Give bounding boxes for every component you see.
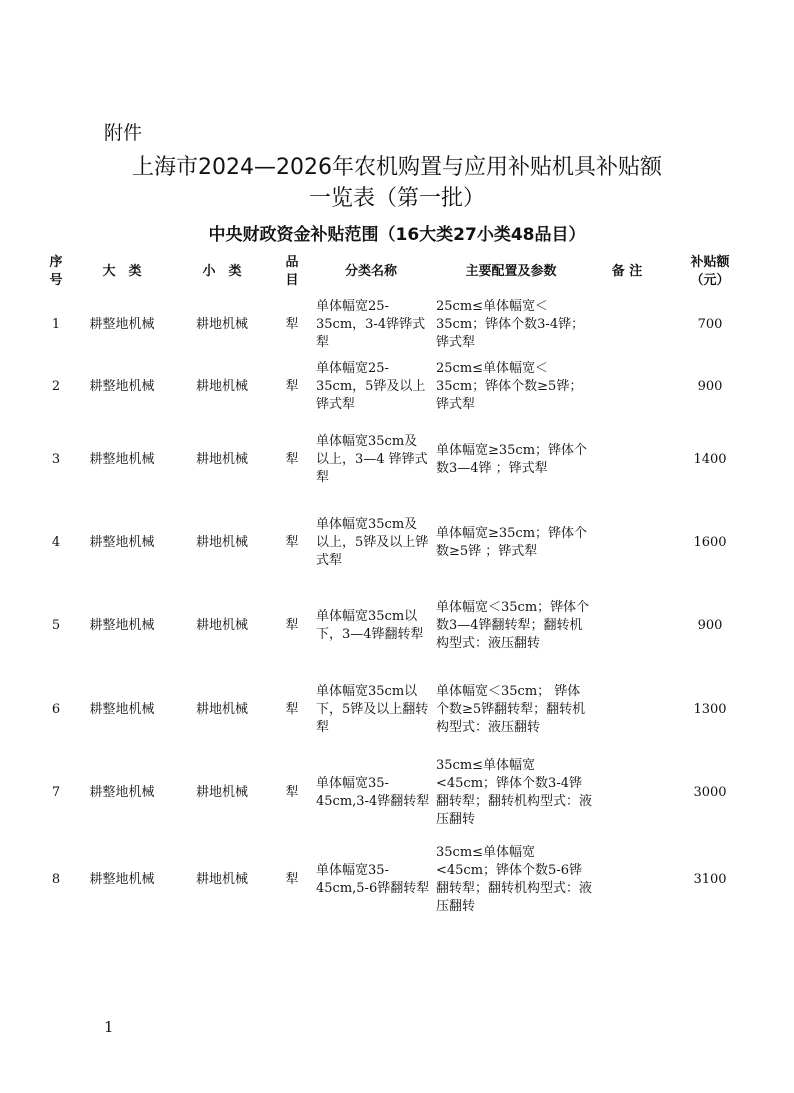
cell-minor: 耕地机械 xyxy=(195,535,248,550)
cell-subsidy: 900 xyxy=(697,379,723,394)
header-major: 大 类 xyxy=(102,264,142,279)
cell-major: 耕整地机械 xyxy=(89,317,155,332)
header-seq: 序号 xyxy=(49,255,63,288)
cell-minor: 耕地机械 xyxy=(195,618,248,633)
table-row xyxy=(40,668,758,752)
cell-item: 犁 xyxy=(285,785,299,800)
table-row xyxy=(40,752,758,834)
cell-category-name: 单体幅宽35-45cm,5-6铧翻转犁 xyxy=(316,863,430,896)
cell-category-name: 单体幅宽25-35cm，3-4铧铧式犁 xyxy=(316,299,426,350)
cell-config: 35cm≤单体幅宽<45cm；铧体个数3-4铧翻转犁；翻转机构型式：液压翻转 xyxy=(436,758,593,827)
header-config: 主要配置及参数 xyxy=(465,264,557,279)
cell-seq: 2 xyxy=(51,379,61,394)
cell-major: 耕整地机械 xyxy=(89,452,155,467)
cell-category-name: 单体幅宽35cm以下，3—4铧翻转犁 xyxy=(316,609,424,642)
cell-item: 犁 xyxy=(285,618,299,633)
cell-minor: 耕地机械 xyxy=(195,872,248,887)
cell-category-name: 单体幅宽35cm及以上，5铧及以上铧式犁 xyxy=(316,517,429,568)
cell-minor: 耕地机械 xyxy=(195,379,248,394)
cell-config: 单体幅宽＜35cm；铧体个数3—4铧翻转犁；翻转机构型式：液压翻转 xyxy=(436,600,590,651)
cell-config: 25cm≤单体幅宽＜35cm；铧体个数≥5铧；铧式犁 xyxy=(436,361,583,412)
subsidy-table xyxy=(40,250,758,926)
header-item: 品目 xyxy=(285,255,299,288)
cell-seq: 7 xyxy=(51,785,61,800)
cell-category-name: 单体幅宽35cm及以上，3—4 铧铧式犁 xyxy=(316,434,428,485)
cell-seq: 1 xyxy=(51,317,61,332)
document-title-line2: 一览表（第一批） xyxy=(308,186,485,211)
cell-subsidy: 3000 xyxy=(693,785,727,800)
cell-remark xyxy=(592,294,662,356)
header-minor: 小 类 xyxy=(202,264,242,279)
cell-item: 犁 xyxy=(285,702,299,717)
cell-remark xyxy=(592,418,662,502)
cell-config: 单体幅宽≥35cm；铧体个数3—4铧 ；铧式犁 xyxy=(436,443,588,476)
table-header-row xyxy=(40,250,758,294)
cell-category-name: 单体幅宽25-35cm，5铧及以上铧式犁 xyxy=(316,361,426,412)
cell-major: 耕整地机械 xyxy=(89,872,155,887)
cell-seq: 3 xyxy=(51,452,61,467)
header-subsidy: 补贴额（元） xyxy=(690,255,730,288)
cell-item: 犁 xyxy=(285,379,299,394)
cell-remark xyxy=(592,584,662,668)
cell-remark xyxy=(592,356,662,418)
cell-major: 耕整地机械 xyxy=(89,702,155,717)
cell-subsidy: 900 xyxy=(697,618,723,633)
section-subtitle: 中央财政资金补贴范围（16大类27小类48品目） xyxy=(208,225,586,245)
cell-seq: 6 xyxy=(51,702,61,717)
cell-seq: 4 xyxy=(51,535,61,550)
table-row xyxy=(40,834,758,926)
header-remark: 备 注 xyxy=(611,264,643,279)
document-title-line1: 上海市2024—2026年农机购置与应用补贴机具补贴额 xyxy=(132,155,662,180)
table-row xyxy=(40,584,758,668)
page-number: 1 xyxy=(104,1018,114,1036)
cell-config: 35cm≤单体幅宽<45cm；铧体个数5-6铧翻转犁；翻转机构型式：液压翻转 xyxy=(436,845,593,914)
cell-major: 耕整地机械 xyxy=(89,618,155,633)
cell-subsidy: 1300 xyxy=(693,702,727,717)
cell-remark xyxy=(592,752,662,834)
header-category-name: 分类名称 xyxy=(344,264,397,279)
cell-subsidy: 3100 xyxy=(693,872,727,887)
cell-category-name: 单体幅宽35cm以下，5铧及以上翻转犁 xyxy=(316,684,429,735)
cell-config: 单体幅宽≥35cm；铧体个数≥5铧 ；铧式犁 xyxy=(436,526,588,559)
cell-seq: 8 xyxy=(51,872,61,887)
cell-item: 犁 xyxy=(285,535,299,550)
cell-minor: 耕地机械 xyxy=(195,702,248,717)
attachment-label: 附件 xyxy=(104,122,143,144)
cell-config: 25cm≤单体幅宽＜35cm；铧体个数3-4铧；铧式犁 xyxy=(436,299,585,350)
cell-remark xyxy=(592,834,662,926)
cell-major: 耕整地机械 xyxy=(89,535,155,550)
cell-item: 犁 xyxy=(285,317,299,332)
cell-subsidy: 1600 xyxy=(693,535,727,550)
cell-config: 单体幅宽＜35cm； 铧体个数≥5铧翻转犁；翻转机构型式：液压翻转 xyxy=(436,684,586,735)
cell-item: 犁 xyxy=(285,872,299,887)
cell-seq: 5 xyxy=(51,618,61,633)
cell-minor: 耕地机械 xyxy=(195,317,248,332)
cell-subsidy: 1400 xyxy=(693,452,727,467)
table-row xyxy=(40,356,758,418)
table-row xyxy=(40,294,758,356)
cell-subsidy: 700 xyxy=(697,317,723,332)
cell-item: 犁 xyxy=(285,452,299,467)
cell-remark xyxy=(592,668,662,752)
table-row xyxy=(40,502,758,584)
cell-major: 耕整地机械 xyxy=(89,785,155,800)
table-row xyxy=(40,418,758,502)
cell-major: 耕整地机械 xyxy=(89,379,155,394)
cell-category-name: 单体幅宽35-45cm,3-4铧翻转犁 xyxy=(316,776,430,809)
cell-minor: 耕地机械 xyxy=(195,785,248,800)
cell-minor: 耕地机械 xyxy=(195,452,248,467)
cell-remark xyxy=(592,502,662,584)
